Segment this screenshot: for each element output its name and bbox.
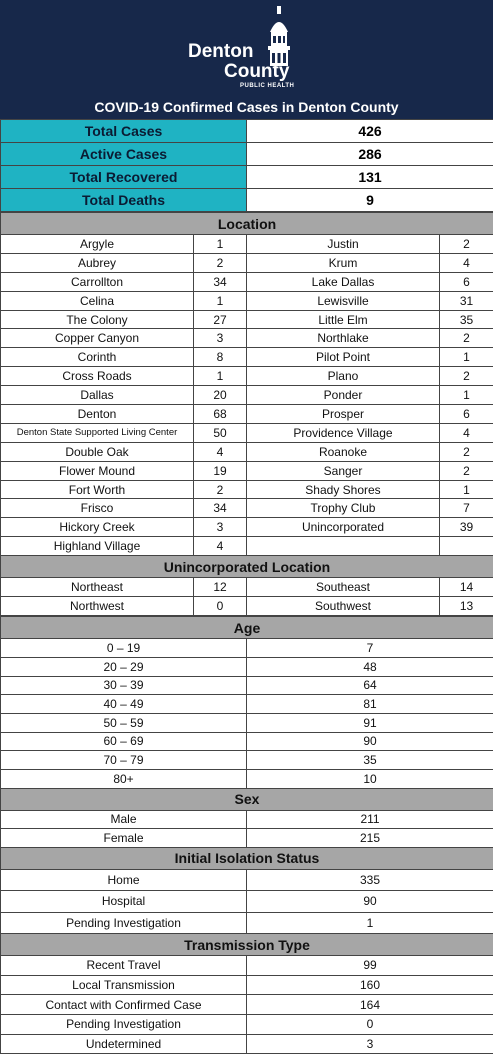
row-value: 1	[247, 912, 493, 934]
section-title-sex: Sex	[1, 788, 493, 810]
row-label: Home	[1, 869, 247, 891]
place-count: 2	[194, 480, 247, 499]
place-count: 7	[440, 499, 493, 518]
place-name: Frisco	[1, 499, 194, 518]
row-label: 60 – 69	[1, 732, 247, 751]
place-name: Southwest	[247, 597, 440, 616]
place-name: Carrollton	[1, 272, 194, 291]
place-count: 4	[440, 423, 493, 442]
place-count: 12	[194, 578, 247, 597]
section-title-location: Location	[1, 213, 493, 235]
table-row	[1, 461, 493, 480]
row-label: Pending Investigation	[1, 1014, 247, 1034]
place-name: Unincorporated	[247, 518, 440, 537]
table-row	[1, 310, 493, 329]
section-title-transmission: Transmission Type	[1, 934, 493, 956]
table-row	[1, 348, 493, 367]
row-value: 81	[247, 695, 493, 714]
table-row	[1, 751, 493, 770]
table-row	[1, 639, 493, 658]
logo-line2: County	[224, 61, 290, 82]
table-row	[1, 442, 493, 461]
table-row	[1, 367, 493, 386]
place-name: The Colony	[1, 310, 194, 329]
row-value: 48	[247, 657, 493, 676]
totals-value: 9	[247, 189, 493, 212]
totals-row	[1, 143, 493, 166]
place-name: Denton State Supported Living Center	[1, 423, 194, 442]
table-row	[1, 386, 493, 405]
table-row	[1, 291, 493, 310]
table-row	[1, 253, 493, 272]
table-row	[1, 597, 493, 616]
place-name: Shady Shores	[247, 480, 440, 499]
place-count: 31	[440, 291, 493, 310]
row-value: 3	[247, 1034, 493, 1054]
place-name: Krum	[247, 253, 440, 272]
place-count: 3	[194, 518, 247, 537]
table-row	[1, 769, 493, 788]
totals-label: Total Cases	[1, 120, 247, 143]
section-title-unincorporated: Unincorporated Location	[1, 556, 493, 578]
place-name: Plano	[247, 367, 440, 386]
place-count: 4	[194, 537, 247, 556]
table-row	[1, 810, 493, 829]
page-title: COVID-19 Confirmed Cases in Denton County	[0, 97, 493, 119]
place-name: Justin	[247, 235, 440, 254]
table-row	[1, 912, 493, 934]
section-title-age: Age	[1, 617, 493, 639]
totals-label: Active Cases	[1, 143, 247, 166]
place-name: Hickory Creek	[1, 518, 194, 537]
row-label: Female	[1, 829, 247, 848]
row-label: Contact with Confirmed Case	[1, 995, 247, 1015]
place-count: 6	[440, 405, 493, 424]
place-name: Denton	[1, 405, 194, 424]
place-count: 1	[194, 367, 247, 386]
place-name: Fort Worth	[1, 480, 194, 499]
place-name: Double Oak	[1, 442, 194, 461]
row-value: 90	[247, 891, 493, 913]
table-row	[1, 732, 493, 751]
row-value: 99	[247, 956, 493, 976]
place-name: Pilot Point	[247, 348, 440, 367]
row-value: 335	[247, 869, 493, 891]
place-name: Cross Roads	[1, 367, 194, 386]
table-row	[1, 499, 493, 518]
row-label: 40 – 49	[1, 695, 247, 714]
logo-line3: PUBLIC HEALTH	[240, 83, 295, 89]
table-row	[1, 423, 493, 442]
place-count: 1	[440, 348, 493, 367]
place-name: Sanger	[247, 461, 440, 480]
place-count: 2	[440, 442, 493, 461]
place-name: Highland Village	[1, 537, 194, 556]
totals-row	[1, 189, 493, 212]
place-count: 2	[440, 461, 493, 480]
logo-line1: Denton	[188, 41, 254, 62]
place-count: 20	[194, 386, 247, 405]
location-table	[0, 212, 493, 616]
table-row	[1, 657, 493, 676]
place-count: 34	[194, 499, 247, 518]
place-name: Northeast	[1, 578, 194, 597]
row-value: 7	[247, 639, 493, 658]
table-row	[1, 235, 493, 254]
row-value: 64	[247, 676, 493, 695]
row-label: 50 – 59	[1, 713, 247, 732]
place-name: Little Elm	[247, 310, 440, 329]
table-row	[1, 869, 493, 891]
place-count: 2	[194, 253, 247, 272]
row-label: Hospital	[1, 891, 247, 913]
totals-row	[1, 120, 493, 143]
table-row	[1, 329, 493, 348]
row-value: 160	[247, 975, 493, 995]
place-count: 39	[440, 518, 493, 537]
place-name: Trophy Club	[247, 499, 440, 518]
place-name: Flower Mound	[1, 461, 194, 480]
logo	[188, 42, 294, 90]
row-value: 35	[247, 751, 493, 770]
place-count: 34	[194, 272, 247, 291]
place-count: 19	[194, 461, 247, 480]
table-row	[1, 480, 493, 499]
table-row	[1, 1014, 493, 1034]
place-count: 6	[440, 272, 493, 291]
place-name	[247, 537, 440, 556]
place-count: 1	[440, 480, 493, 499]
table-row	[1, 537, 493, 556]
totals-value: 426	[247, 120, 493, 143]
row-value: 10	[247, 769, 493, 788]
place-name: Providence Village	[247, 423, 440, 442]
place-name: Copper Canyon	[1, 329, 194, 348]
row-label: 70 – 79	[1, 751, 247, 770]
demographics-table	[0, 616, 493, 1054]
place-count: 2	[440, 235, 493, 254]
table-row	[1, 891, 493, 913]
place-count: 1	[440, 386, 493, 405]
place-name: Aubrey	[1, 253, 194, 272]
table-row	[1, 695, 493, 714]
header-banner	[0, 0, 493, 97]
totals-label: Total Recovered	[1, 166, 247, 189]
table-row	[1, 956, 493, 976]
place-count: 1	[194, 291, 247, 310]
section-title-isolation: Initial Isolation Status	[1, 847, 493, 869]
place-count: 4	[440, 253, 493, 272]
place-name: Northlake	[247, 329, 440, 348]
place-name: Lake Dallas	[247, 272, 440, 291]
row-label: Undetermined	[1, 1034, 247, 1054]
row-label: Male	[1, 810, 247, 829]
place-count: 68	[194, 405, 247, 424]
place-name: Roanoke	[247, 442, 440, 461]
place-count: 14	[440, 578, 493, 597]
table-row	[1, 578, 493, 597]
table-row	[1, 995, 493, 1015]
place-name: Dallas	[1, 386, 194, 405]
table-row	[1, 713, 493, 732]
table-row	[1, 1034, 493, 1054]
row-value: 215	[247, 829, 493, 848]
place-count: 3	[194, 329, 247, 348]
row-value: 164	[247, 995, 493, 1015]
row-value: 90	[247, 732, 493, 751]
place-name: Celina	[1, 291, 194, 310]
place-count: 2	[440, 329, 493, 348]
place-name: Argyle	[1, 235, 194, 254]
totals-value: 286	[247, 143, 493, 166]
row-value: 91	[247, 713, 493, 732]
row-value: 211	[247, 810, 493, 829]
totals-label: Total Deaths	[1, 189, 247, 212]
row-label: 30 – 39	[1, 676, 247, 695]
row-label: 20 – 29	[1, 657, 247, 676]
totals-value: 131	[247, 166, 493, 189]
row-label: Recent Travel	[1, 956, 247, 976]
place-count: 2	[440, 367, 493, 386]
place-count: 4	[194, 442, 247, 461]
place-count: 50	[194, 423, 247, 442]
table-row	[1, 405, 493, 424]
row-label: 80+	[1, 769, 247, 788]
place-name: Southeast	[247, 578, 440, 597]
row-label: Local Transmission	[1, 975, 247, 995]
table-row	[1, 518, 493, 537]
totals-table	[0, 119, 493, 212]
row-label: 0 – 19	[1, 639, 247, 658]
place-count: 8	[194, 348, 247, 367]
row-value: 0	[247, 1014, 493, 1034]
place-count: 0	[194, 597, 247, 616]
table-row	[1, 829, 493, 848]
place-name: Corinth	[1, 348, 194, 367]
place-count: 1	[194, 235, 247, 254]
place-count: 27	[194, 310, 247, 329]
table-row	[1, 975, 493, 995]
place-name: Prosper	[247, 405, 440, 424]
place-name: Ponder	[247, 386, 440, 405]
row-label: Pending Investigation	[1, 912, 247, 934]
place-count	[440, 537, 493, 556]
place-name: Northwest	[1, 597, 194, 616]
totals-row	[1, 166, 493, 189]
table-row	[1, 272, 493, 291]
place-count: 13	[440, 597, 493, 616]
place-name: Lewisville	[247, 291, 440, 310]
place-count: 35	[440, 310, 493, 329]
table-row	[1, 676, 493, 695]
